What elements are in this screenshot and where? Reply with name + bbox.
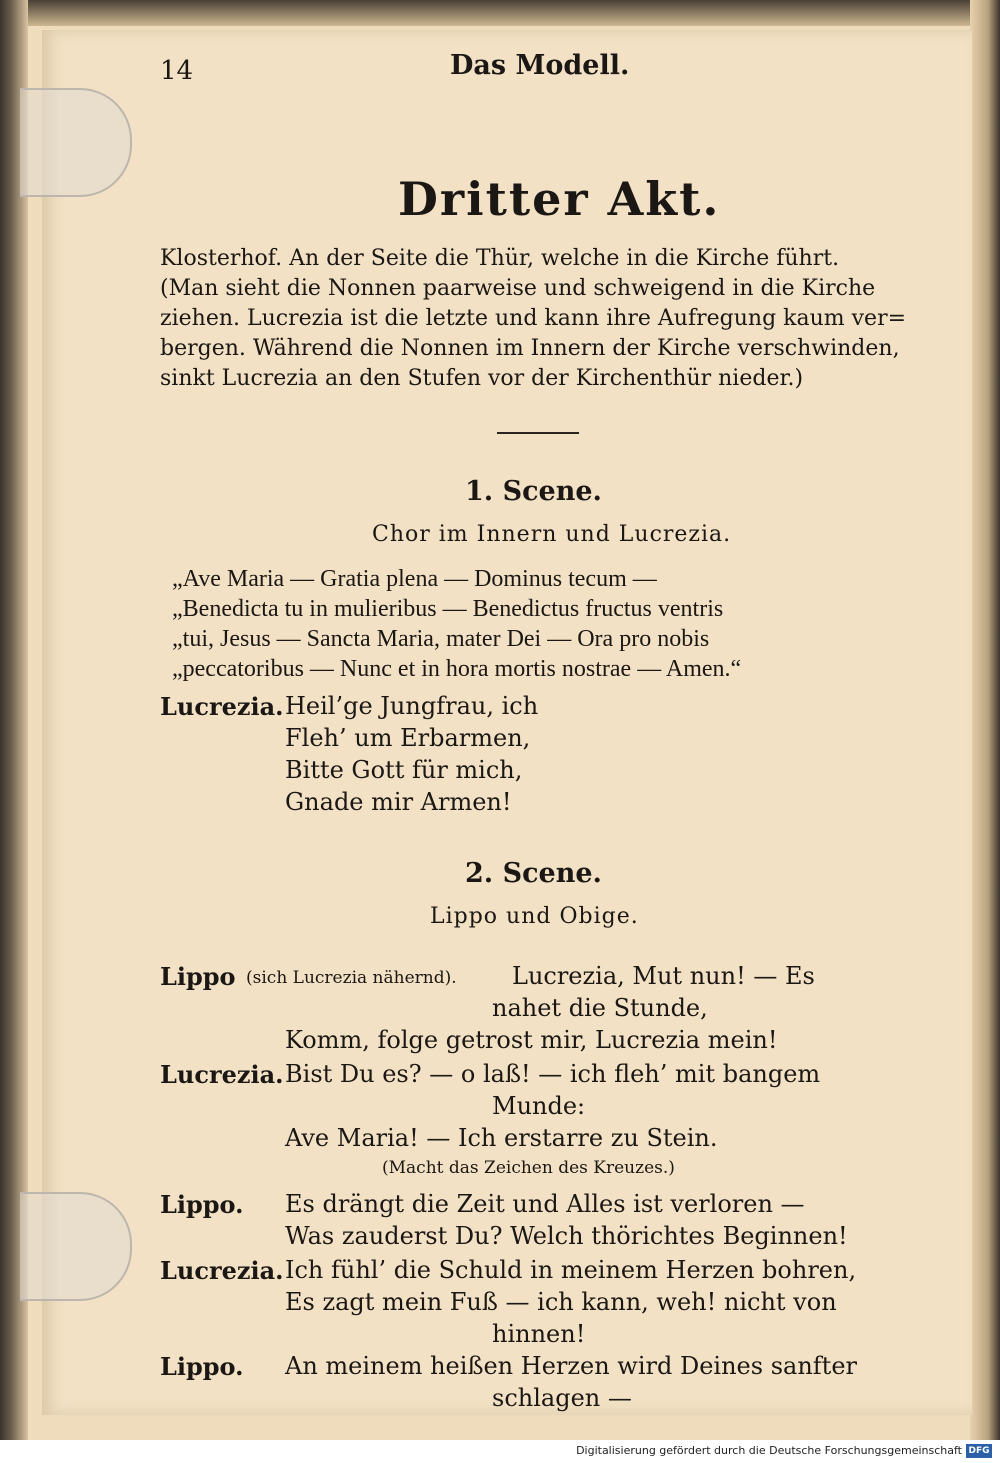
page-top-edge [0,0,1000,26]
verse-line: Komm, folge getrost mir, Lucrezia mein! [285,1026,778,1054]
verse-line: Ave Maria! — Ich erstarre zu Stein. [285,1124,718,1152]
scene-subtitle: Lippo und Obige. [430,904,639,929]
section-divider [497,432,579,434]
footer-credit: Digitalisierung gefördert durch die Deutsche Forschungsgemeinschaft [576,1444,962,1457]
scene-title: 2. Scene. [465,858,602,889]
speaker-name: Lippo. [160,1352,244,1381]
page-number: 14 [160,56,194,86]
verse-line: Es drängt die Zeit und Alles ist verloren — [285,1190,805,1218]
verse-line: Bitte Gott für mich, [285,756,523,784]
verse-line: Fleh’ um Erbarmen, [285,724,531,752]
speaker-name: Lucrezia. [160,692,284,721]
page-tab-top [20,88,132,197]
running-title: Das Modell. [450,50,630,81]
choir-line: „Ave Maria — Gratia plena — Dominus tecum — [172,566,657,592]
page-right-edge [970,0,1000,1440]
choir-line: „Benedicta tu in mulieribus — Benedictus fructus ventris [172,596,724,622]
verse-line: schlagen — [492,1384,632,1412]
stage-direction-inline: (Macht das Zeichen des Kreuzes.) [382,1158,675,1178]
verse-line: Ich fühl’ die Schuld in meinem Herzen bohren, [285,1256,857,1284]
stage-direction-line: (Man sieht die Nonnen paarweise und schweigend in die Kirche [160,276,876,301]
verse-line: Lucrezia, Mut nun! — Es [512,962,815,990]
choir-line: „peccatoribus — Nunc et in hora mortis nostrae — Amen.“ [172,656,742,682]
stage-direction-line: Klosterhof. An der Seite die Thür, welche in die Kirche führt. [160,246,840,271]
act-title: Dritter Akt. [398,172,721,226]
verse-line: Bist Du es? — o laß! — ich fleh’ mit bangem [285,1060,821,1088]
verse-line: An meinem heißen Herzen wird Deines sanfter [285,1352,857,1380]
scene-title: 1. Scene. [465,476,602,507]
verse-line: Es zagt mein Fuß — ich kann, weh! nicht von [285,1288,837,1316]
verse-line: Was zauderst Du? Welch thörichtes Beginnen! [285,1222,848,1250]
stage-direction-line: sinkt Lucrezia an den Stufen vor der Kirchenthür nieder.) [160,366,804,391]
speaker-name: Lucrezia. [160,1256,284,1285]
verse-line: hinnen! [492,1320,586,1348]
verse-line: Munde: [492,1092,586,1120]
dfg-logo: DFG [966,1444,992,1458]
verse-line: nahet die Stunde, [492,994,708,1022]
stage-direction-line: bergen. Während die Nonnen im Innern der Kirche verschwinden, [160,336,900,361]
verse-line: Gnade mir Armen! [285,788,512,816]
speaker-name: Lippo [160,962,236,991]
choir-line: „tui, Jesus — Sancta Maria, mater Dei — Ora pro nobis [172,626,710,652]
stage-direction-line: ziehen. Lucrezia ist die letzte und kann ihre Aufregung kaum ver= [160,306,907,331]
speaker-name: Lippo. [160,1190,244,1219]
verse-line: Heil’ge Jungfrau, ich [285,692,539,720]
page-tab-bottom [20,1192,132,1301]
speaker-name: Lucrezia. [160,1060,284,1089]
stage-direction-inline: (sich Lucrezia nähernd). [246,968,457,988]
scene-subtitle: Chor im Innern und Lucrezia. [372,522,732,547]
